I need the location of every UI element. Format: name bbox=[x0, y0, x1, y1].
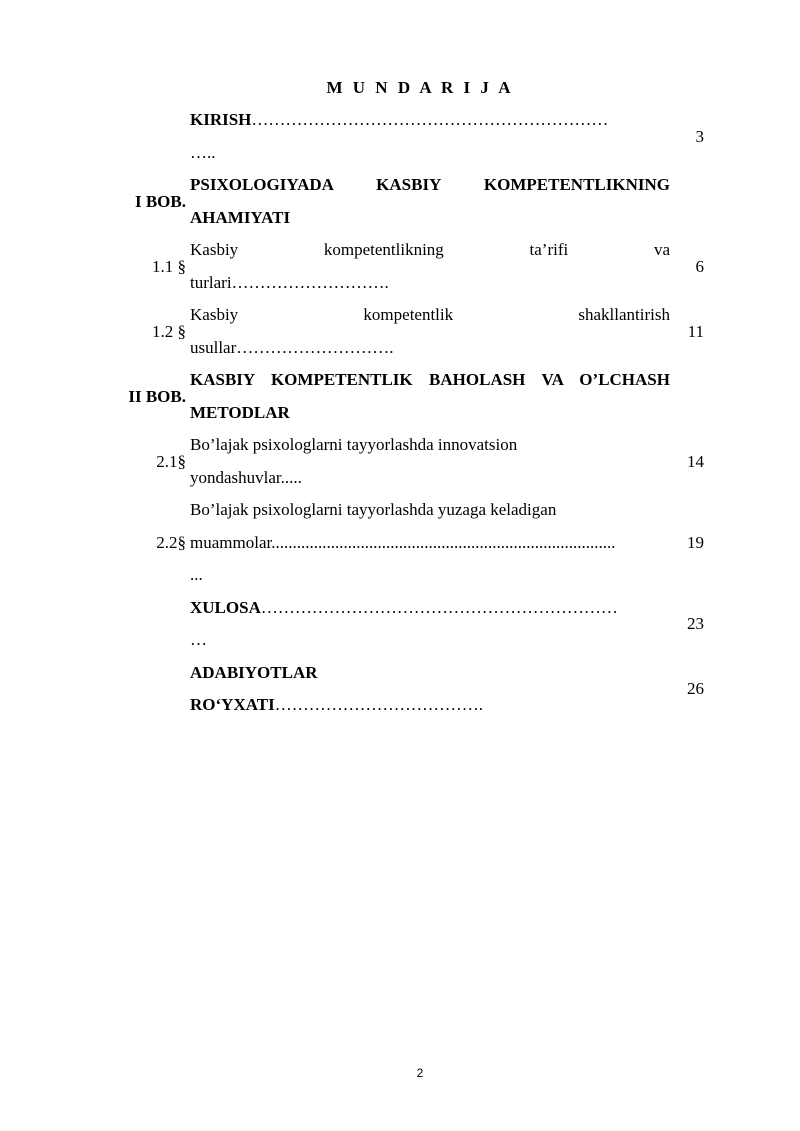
entry-title: XULOSA bbox=[190, 597, 261, 617]
section-title-line2: muammolar................................................................................. bbox=[190, 532, 616, 552]
leader-dots: ……………………………………………………… bbox=[251, 110, 609, 129]
section-title-line2: turlari………………………. bbox=[190, 272, 389, 292]
toc-section-2-1[interactable] bbox=[110, 429, 720, 494]
section-number: 1.1 § bbox=[152, 256, 186, 276]
leader-dots: ….. bbox=[190, 142, 216, 162]
chapter-title-line1: PSIXOLOGIYADA KASBIY KOMPETENTLIKNING bbox=[190, 175, 670, 194]
chapter-number: II BOB. bbox=[128, 386, 186, 406]
page-number: 11 bbox=[687, 321, 704, 341]
leader-dots: ……………………………………………………… bbox=[260, 597, 618, 617]
page-number: 3 bbox=[695, 126, 704, 146]
chapter-title-line2: METODLAR bbox=[190, 402, 290, 422]
chapter-number: I BOB. bbox=[134, 191, 186, 211]
page-number: 14 bbox=[687, 451, 704, 471]
leader-dots: … bbox=[190, 630, 207, 649]
section-number: 1.2 § bbox=[152, 321, 186, 341]
table-of-contents bbox=[110, 104, 720, 722]
page-number: 23 bbox=[687, 614, 704, 633]
section-title-line1: Kasbiy kompetentlikning ta’rifi va bbox=[190, 240, 670, 259]
toc-entry-kirish[interactable] bbox=[110, 104, 720, 169]
toc-section-2-2[interactable] bbox=[110, 494, 720, 592]
toc-entry-adabiyotlar[interactable] bbox=[110, 657, 720, 722]
section-title-line1: Kasbiy kompetentlik shakllantirish bbox=[190, 305, 670, 324]
toc-section-1-2[interactable] bbox=[110, 299, 720, 364]
toc-section-1-1[interactable] bbox=[110, 234, 720, 299]
toc-chapter-2[interactable] bbox=[110, 364, 720, 429]
section-title-line1: Bo’lajak psixologlarni tayyorlashda innovatsion bbox=[190, 435, 518, 454]
section-title-line2: usullar………………………. bbox=[190, 337, 394, 357]
entry-title-line2: RO‘YXATI bbox=[190, 695, 275, 714]
page-footer-number: 2 bbox=[416, 1066, 424, 1080]
leader-dots: ………………………………. bbox=[274, 695, 483, 714]
page-title: M U N D A R I J A bbox=[326, 78, 514, 97]
toc-chapter-1[interactable] bbox=[110, 169, 720, 234]
section-title-line1: Bo’lajak psixologlarni tayyorlashda yuzaga keladigan bbox=[190, 500, 557, 519]
toc-entry-xulosa[interactable] bbox=[110, 592, 720, 657]
section-number: 2.2§ bbox=[156, 532, 186, 552]
entry-title: KIRISH bbox=[190, 110, 252, 129]
entry-title-line1: ADABIYOTLAR bbox=[190, 662, 318, 682]
page-number: 26 bbox=[687, 679, 704, 698]
page-number: 6 bbox=[695, 256, 704, 276]
section-number: 2.1§ bbox=[156, 451, 186, 471]
chapter-title-line2: AHAMIYATI bbox=[190, 207, 291, 227]
section-title-line2: yondashuvlar..... bbox=[190, 467, 302, 487]
page-number: 19 bbox=[687, 532, 704, 552]
leader-dots: ... bbox=[190, 565, 203, 584]
chapter-title-line1: KASBIY KOMPETENTLIK BAHOLASH VA O’LCHASH bbox=[190, 370, 670, 389]
